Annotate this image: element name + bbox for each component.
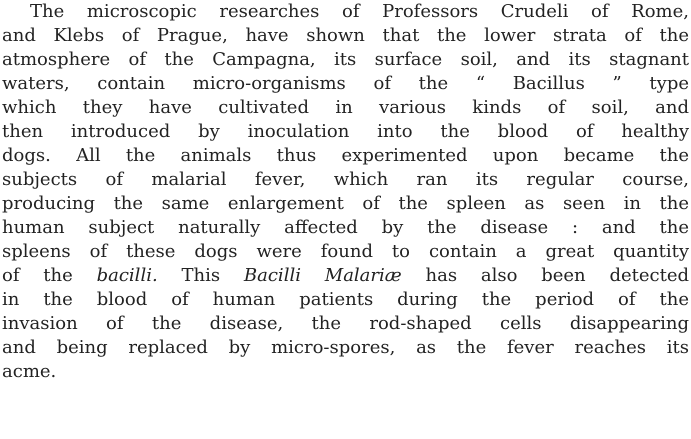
text-line-12-part2: This bbox=[157, 265, 244, 286]
text-line-3: atmosphere of the Campagna, its surface soil, and its stagnant bbox=[2, 49, 689, 70]
text-line-5: which they have cultivated in various kinds of soil, and bbox=[2, 97, 689, 118]
text-line-1: The microscopic researches of Professors Crudeli of Rome, bbox=[30, 1, 689, 22]
text-line-13: in the blood of human patients during the period of the bbox=[2, 289, 689, 310]
text-line-7: dogs. All the animals thus experimented upon became the bbox=[2, 145, 689, 166]
text-line-12-part3: has also been detected bbox=[401, 265, 690, 286]
text-line-2: and Klebs of Prague, have shown that the lower strata of the bbox=[2, 25, 689, 46]
text-line-8: subjects of malarial fever, which ran its regular course, bbox=[2, 169, 689, 190]
text-line-12 bbox=[2, 264, 689, 288]
text-line-12-italic-bacilli: bacilli. bbox=[96, 265, 158, 286]
text-line-12-italic-bacilli-malariae: Bacilli Malariæ bbox=[243, 265, 402, 286]
text-line-16: acme. bbox=[2, 361, 57, 382]
text-line-10: human subject naturally affected by the disease : and the bbox=[2, 217, 689, 238]
text-line-4: waters, contain micro-organisms of the “ Bacillus ” type bbox=[2, 73, 689, 94]
text-line-6: then introduced by inoculation into the blood of healthy bbox=[2, 121, 689, 142]
text-line-15: and being replaced by micro-spores, as the fever reaches its bbox=[2, 337, 689, 358]
text-line-11: spleens of these dogs were found to contain a great quantity bbox=[2, 241, 689, 262]
text-line-14: invasion of the disease, the rod-shaped cells disappearing bbox=[2, 313, 689, 334]
text-line-12-part1: of the bbox=[2, 265, 97, 286]
text-line-9: producing the same enlargement of the spleen as seen in the bbox=[2, 193, 689, 214]
